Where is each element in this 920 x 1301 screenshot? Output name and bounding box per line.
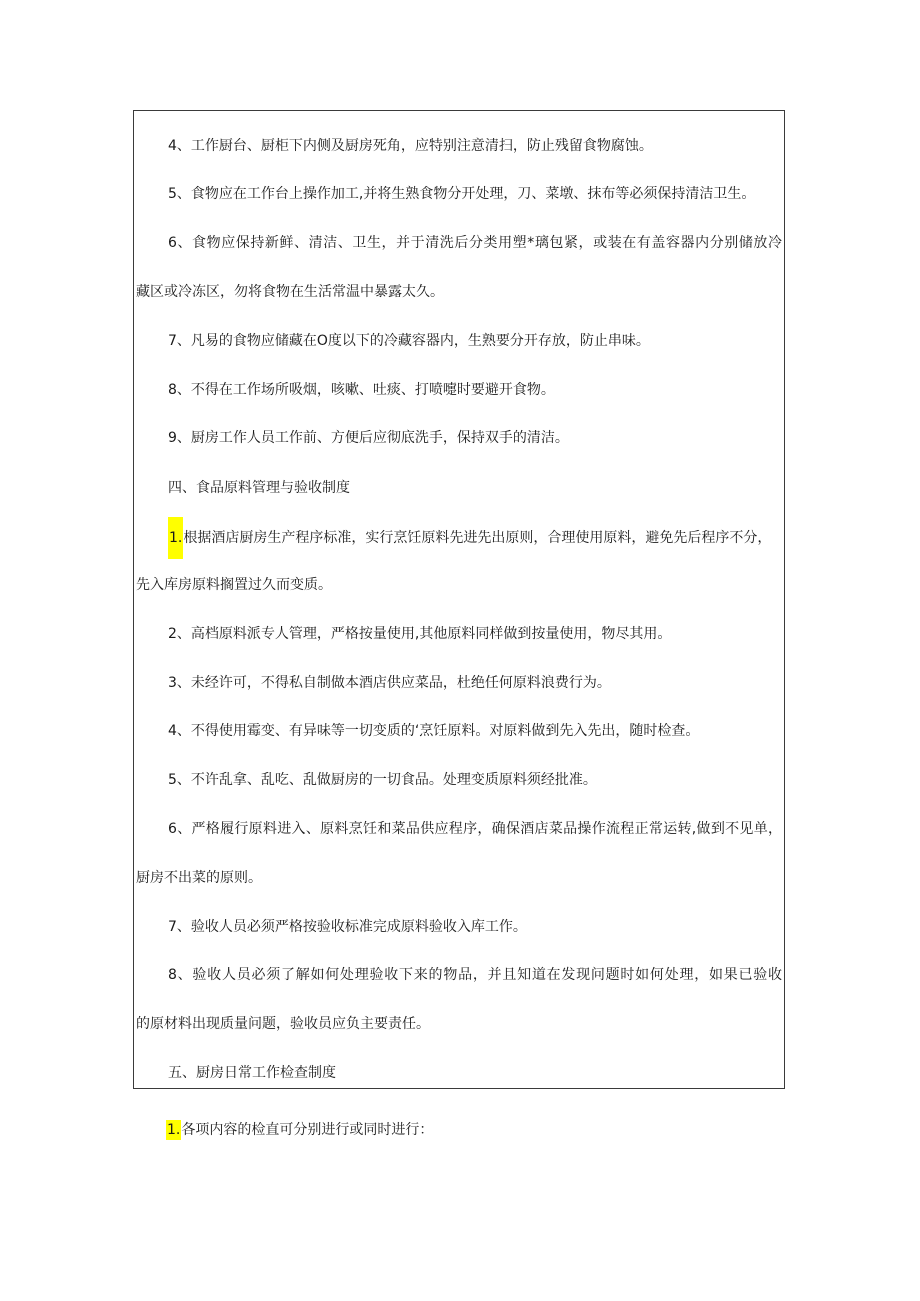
inspection-rule-1 (166, 1120, 433, 1140)
material-rule-8a: 8、验收人员必须了解如何处理验收下来的物品，并且知道在发现问题时如何处理，如果已验收 (168, 967, 782, 983)
table-frame (133, 110, 785, 1089)
highlighted-number: 1. (167, 1122, 181, 1138)
material-rule-1a (168, 517, 782, 559)
rule-line-9: 9、厨房工作人员工作前、方便后应彻底洗手，保持双手的清洁。 (168, 430, 569, 446)
material-rule-3: 3、未经许可，不得私自制做本酒店供应菜品，杜绝任何原料浪费行为。 (168, 675, 611, 691)
inspection-rule-1-text: 各项内容的检直可分别进行或同时进行： (181, 1122, 434, 1138)
material-rule-6a: 6、严格履行原料进入、原料烹饪和菜品供应程序，确保酒店菜品操作流程正常运转,做到不见单， (168, 821, 782, 837)
rule-line-8: 8、不得在工作场所吸烟，咳嗽、吐痰、打喷嚏时要避开食物。 (168, 382, 555, 398)
section-heading-5: 五、厨房日常工作检查制度 (168, 1065, 336, 1081)
material-rule-1a-text: 根据酒店厨房生产程序标准，实行烹饪原料先进先出原则，合理使用原料，避免先后程序不分， (183, 530, 772, 546)
material-rule-2: 2、高档原料派专人管理，严格按量使用,其他原料同样做到按量使用，物尽其用。 (168, 626, 672, 642)
material-rule-1b: 先入库房原料搁置过久而变质。 (136, 577, 332, 593)
rule-line-7: 7、凡易的食物应储藏在O度以下的冷藏容器内，生熟要分开存放，防止串味。 (168, 333, 650, 349)
section-heading-4: 四、食品原料管理与验收制度 (168, 480, 350, 496)
material-rule-8b: 的原材料出现质量问题，验收员应负主要责任。 (136, 1016, 430, 1032)
rule-line-6b: 藏区或冷冻区，勿将食物在生活常温中暴露太久。 (136, 284, 444, 300)
material-rule-4: 4、不得使用霉变、有异味等一切变质的‘烹饪原料。对原料做到先入先出，随时检查。 (168, 723, 700, 739)
rule-line-5: 5、食物应在工作台上操作加工,并将生熟食物分开处理，刀、菜墩、抹布等必须保持清洁卫生。 (168, 186, 756, 202)
material-rule-5: 5、不许乱拿、乱吃、乱做厨房的一切食品。处理变质原料须经批准。 (168, 772, 597, 788)
material-rule-7: 7、验收人员必须严格按验收标准完成原料验收入库工作。 (168, 919, 527, 935)
material-rule-6b: 厨房不出菜的原则。 (136, 870, 262, 886)
highlighted-number: 1. (168, 517, 183, 559)
rule-line-4: 4、工作厨台、厨柜下内侧及厨房死角，应特别注意清扫，防止残留食物腐蚀。 (168, 138, 653, 154)
rule-line-6a: 6、食物应保持新鲜、清洁、卫生，并于清洗后分类用塑*璃包紧，或装在有盖容器内分别储放冷 (168, 235, 782, 251)
